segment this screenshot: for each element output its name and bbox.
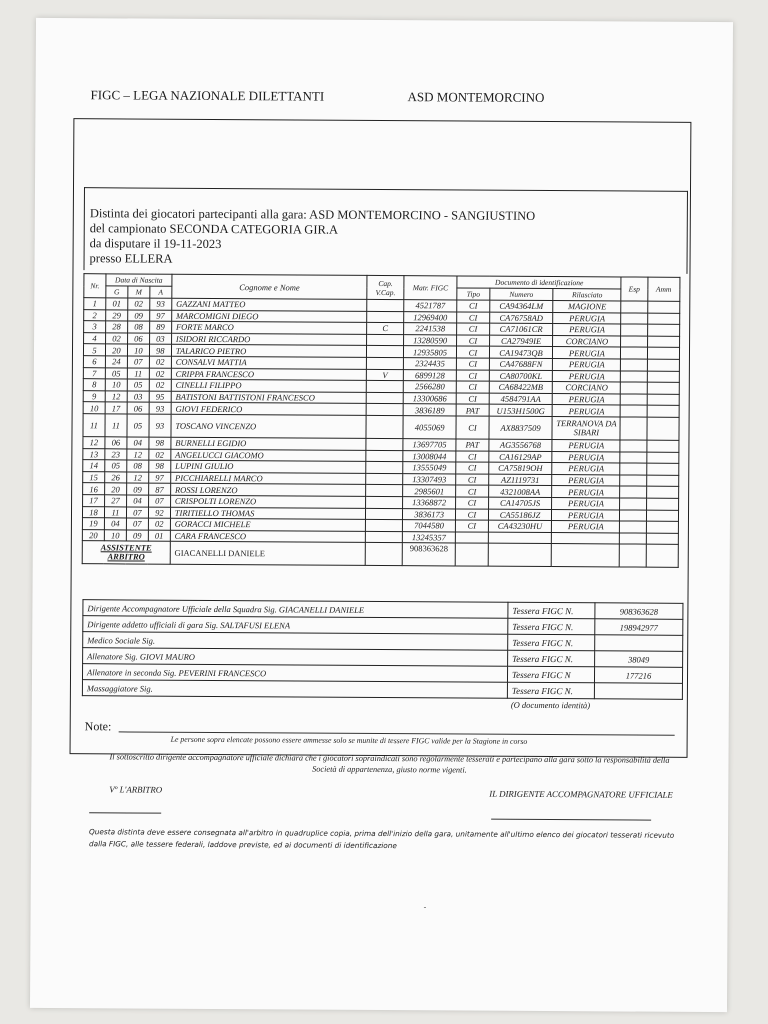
- cell-numero: 4584791AA: [489, 393, 553, 405]
- cell-matr: 13368872: [402, 497, 455, 509]
- cell-esp: [621, 301, 647, 313]
- cell-matr: 12969400: [404, 311, 457, 323]
- cell-rilasciato: PERUGIA: [552, 509, 620, 521]
- cell-m: 09: [127, 483, 149, 495]
- cell-amm: [646, 475, 679, 487]
- cell-matr: 2566280: [403, 381, 456, 393]
- cell-m: 04: [127, 437, 149, 449]
- cell-cap: V: [367, 369, 404, 381]
- cell-cap: [366, 508, 403, 520]
- cell-matr: 6899128: [403, 369, 456, 381]
- tessera-number: 38049: [595, 651, 683, 668]
- cell-nr: 18: [82, 506, 104, 518]
- cell-cap: [366, 485, 403, 497]
- cell-m: 07: [126, 518, 148, 530]
- cell-m: 08: [128, 321, 150, 333]
- cell-tipo: CI: [457, 323, 489, 335]
- cell-numero: CA80700KL: [489, 370, 553, 382]
- cell-numero: [488, 532, 552, 544]
- cell-g: 10: [105, 379, 127, 391]
- cell-rilasciato: PERUGIA: [553, 347, 621, 359]
- cell-cap: [367, 357, 404, 369]
- col-m: M: [128, 286, 150, 298]
- cell-amm: [647, 336, 680, 348]
- cell-cap: [366, 473, 403, 485]
- cell-nr: 10: [83, 402, 105, 414]
- cell-amm: [647, 371, 680, 383]
- cell-m: 04: [126, 495, 148, 507]
- cell-g: 10: [104, 529, 126, 541]
- cell-name: CONSALVI MATTIA: [171, 356, 367, 369]
- cell-matr: 13280590: [403, 334, 456, 346]
- document-sheet: [30, 18, 733, 1012]
- cell-nr: 12: [83, 437, 105, 449]
- col-data-nascita: Data di Nascita: [106, 274, 172, 286]
- cell-a: 95: [149, 391, 171, 403]
- cell-m: 08: [127, 460, 149, 472]
- match-info: [83, 187, 687, 274]
- cell-amm: [646, 440, 679, 452]
- cell-matr: 3836173: [402, 508, 455, 520]
- cell-name: TALARICO PIETRO: [171, 345, 367, 358]
- championship-line: del campionato SECONDA CATEGORIA GIR.A: [89, 221, 339, 237]
- assistant-name: GIACANELLI DANIELE: [170, 541, 366, 565]
- declaration: Il sottoscritto dirigente accompagnatore ufficiale dichiara che i giocatori sopraindicati sono regolarmente tesserati e partecipano alla gara sotto la responsabilità della Società di appartenenza, giusto norme vigenti.: [109, 752, 670, 775]
- cell-matr: 2241538: [404, 323, 457, 335]
- staff-label: Dirigente addetto ufficiali di gara Sig. SALTAFUSI ELENA: [83, 616, 508, 635]
- match-line: Distinta dei giocatori partecipanti alla gara: ASD MONTEMORCINO - SANGIUSTINO: [89, 206, 536, 223]
- cell-g: 05: [105, 367, 127, 379]
- cell-a: 92: [148, 507, 170, 519]
- staff-label: Medico Sociale Sig.: [83, 632, 508, 651]
- cell-m: 12: [127, 472, 149, 484]
- col-amm: Amm: [647, 277, 680, 301]
- cell-numero: 4321008AA: [488, 485, 552, 497]
- page-dash: -: [423, 902, 427, 912]
- cell-rilasciato: CORCIANO: [553, 335, 621, 347]
- cell-tipo: CI: [457, 358, 489, 370]
- cell-name: ISIDORI RICCARDO: [171, 333, 367, 346]
- cell-rilasciato: TERRANOVA DA SIBARI: [552, 416, 620, 439]
- cell-nr: 7: [83, 367, 105, 379]
- col-tipo: Tipo: [457, 288, 489, 300]
- cell-name: GIOVI FEDERICO: [171, 403, 367, 416]
- sign-left-label: Vº L'ARBITRO: [109, 784, 163, 795]
- col-matr: Matr. FIGC: [404, 276, 457, 300]
- cell-numero: CA43230HU: [488, 520, 552, 532]
- col-a: A: [150, 286, 172, 298]
- cell-m: 05: [127, 414, 149, 437]
- cell-amm: [647, 394, 680, 406]
- cell-g: 06: [105, 437, 127, 449]
- cell-g: 11: [105, 414, 127, 437]
- cell-name: CINELLI FILIPPO: [171, 379, 367, 392]
- cell-tipo: CI: [456, 497, 488, 509]
- cell-amm: [646, 510, 679, 522]
- cell-numero: AX8837509: [489, 416, 553, 439]
- cell-numero: CA75819OH: [488, 462, 552, 474]
- cell-name: PICCHIARELLI MARCO: [171, 472, 367, 485]
- cell-name: GAZZANI MATTEO: [172, 298, 368, 311]
- cell-esp: [620, 417, 646, 440]
- cell-a: 98: [149, 437, 171, 449]
- cell-g: 20: [105, 483, 127, 495]
- cell-rilasciato: PERUGIA: [553, 370, 621, 382]
- cell-cap: [366, 519, 403, 531]
- cell-tipo: PAT: [456, 439, 488, 451]
- cell-name: FORTE MARCO: [171, 321, 367, 334]
- col-numero: Numero: [489, 288, 553, 300]
- cell-matr: 3836189: [403, 404, 456, 416]
- cell-g: 17: [105, 402, 127, 414]
- cell-a: 87: [148, 483, 170, 495]
- cell-amm: [647, 301, 680, 313]
- cell-tipo: [456, 532, 488, 544]
- cell-numero: CA68422MB: [489, 381, 553, 393]
- cell-name: BURNELLI EGIDIO: [171, 437, 367, 450]
- cell-esp: [621, 347, 647, 359]
- cell-nr: 9: [83, 390, 105, 402]
- cell-amm: [646, 463, 679, 475]
- tessera-label: Tessera FIGC N.: [507, 682, 594, 699]
- cell-m: 07: [127, 356, 149, 368]
- cell-amm: [647, 313, 680, 325]
- cell-rilasciato: PERUGIA: [552, 451, 620, 463]
- assistant-label: ASSISTENTE ARBITRO: [82, 541, 170, 565]
- cell-matr: 13008044: [403, 450, 456, 462]
- cell-esp: [621, 313, 647, 325]
- cell-m: 03: [127, 391, 149, 403]
- cell-cap: [367, 299, 404, 311]
- cell-name: ANGELUCCI GIACOMO: [171, 449, 367, 462]
- cell-numero: CA55186JZ: [488, 509, 552, 521]
- cell-rilasciato: PERUGIA: [552, 474, 620, 486]
- cell-cap: [367, 381, 404, 393]
- cell-cap: C: [367, 323, 404, 335]
- cell-name: BATISTONI BATTISTONI FRANCESCO: [171, 391, 367, 404]
- cell-numero: CA16129AP: [488, 451, 552, 463]
- staff-row: [82, 680, 682, 700]
- cell-tipo: PAT: [456, 404, 488, 416]
- sign-right-label: IL DIRIGENTE ACCOMPAGNATORE UFFICIALE: [489, 788, 673, 800]
- cell-cap: [366, 462, 403, 474]
- cell-name: TOSCANO VINCENZO: [171, 414, 367, 438]
- cell-cap: [366, 404, 403, 416]
- cell-nr: 6: [83, 356, 105, 368]
- cell-nr: 4: [84, 332, 106, 344]
- cell-cap: [366, 415, 403, 438]
- cell-tipo: CI: [456, 450, 488, 462]
- cell-nr: 17: [83, 495, 105, 507]
- cell-nr: 19: [82, 518, 104, 530]
- cell-matr: 7044580: [402, 520, 455, 532]
- cell-cap: [366, 531, 403, 543]
- cell-a: 02: [149, 356, 171, 368]
- tessera-number: [594, 683, 682, 700]
- cell-name: CRISPOLTI LORENZO: [170, 495, 366, 508]
- cell-esp: [621, 394, 647, 406]
- header-federation: FIGC – LEGA NAZIONALE DILETTANTI: [90, 87, 325, 104]
- cell-nr: 13: [83, 448, 105, 460]
- cell-tipo: CI: [457, 335, 489, 347]
- cell-matr: 2985601: [403, 485, 456, 497]
- col-rilasciato: Rilasciato: [553, 289, 621, 301]
- cell-m: 05: [127, 379, 149, 391]
- cell-tipo: CI: [457, 300, 489, 312]
- cell-m: 10: [127, 344, 149, 356]
- cell-numero: CA76758AD: [489, 312, 553, 324]
- cell-m: 02: [128, 298, 150, 310]
- cell-a: 07: [148, 495, 170, 507]
- cell-esp: [620, 475, 646, 487]
- cell-rilasciato: PERUGIA: [553, 405, 621, 417]
- tessera-label: Tessera FIGC N.: [508, 650, 595, 667]
- cell-nr: 11: [83, 414, 105, 437]
- cell-amm: [647, 347, 680, 359]
- cell-g: 01: [106, 298, 128, 310]
- cell-matr: 13697705: [403, 439, 456, 451]
- cell-esp: [620, 440, 646, 452]
- cell-nr: 2: [84, 309, 106, 321]
- dirigente-signature-line[interactable]: [491, 819, 651, 821]
- cell-esp: [620, 521, 646, 533]
- cell-cap: [366, 496, 403, 508]
- col-cap: Cap. V.Cap.: [367, 275, 404, 299]
- cell-tipo: CI: [456, 381, 488, 393]
- cell-cap: [366, 450, 403, 462]
- cell-numero: CA14705JS: [488, 497, 552, 509]
- cell-m: 09: [128, 310, 150, 322]
- cell-g: 23: [105, 448, 127, 460]
- cell-rilasciato: PERUGIA: [553, 312, 621, 324]
- cell-g: 04: [104, 518, 126, 530]
- cell-numero: CA47688FN: [489, 358, 553, 370]
- cell-esp: [620, 451, 646, 463]
- cell-tipo: CI: [457, 312, 489, 324]
- cell-amm: [647, 359, 680, 371]
- cell-amm: [647, 405, 680, 417]
- cell-a: 03: [149, 333, 171, 345]
- cell-esp: [620, 509, 646, 521]
- cell-tipo: CI: [457, 346, 489, 358]
- tessera-number: 177216: [594, 667, 682, 684]
- cell-name: TIRITIELLO THOMAS: [170, 507, 366, 520]
- cell-a: 93: [149, 414, 171, 437]
- cell-cap: [367, 392, 404, 404]
- cell-name: MARCOMIGNI DIEGO: [171, 310, 367, 323]
- tessera-label: Tessera FIGC N.: [508, 618, 595, 635]
- cell-g: 02: [105, 333, 127, 345]
- cell-nr: 5: [83, 344, 105, 356]
- cell-esp: [620, 498, 646, 510]
- cell-a: 01: [148, 530, 170, 542]
- date-line: da disputare il 19-11-2023: [89, 236, 222, 252]
- cell-cap: [367, 334, 404, 346]
- cell-tipo: CI: [456, 462, 488, 474]
- tessera-number: [595, 635, 683, 652]
- staff-label: Massaggiatore Sig.: [82, 680, 507, 699]
- cell-m: 12: [127, 448, 149, 460]
- header-team: ASD MONTEMORCINO: [407, 89, 545, 105]
- cell-nr: 20: [82, 529, 104, 541]
- cell-esp: [620, 463, 646, 475]
- cell-amm: [646, 521, 679, 533]
- tessera-label: Tessera FIGC N.: [508, 602, 595, 619]
- cell-rilasciato: PERUGIA: [552, 463, 620, 475]
- cell-rilasciato: PERUGIA: [552, 521, 620, 533]
- cell-matr: 13307493: [403, 473, 456, 485]
- staff-label: Allenatore in seconda Sig. PEVERINI FRANCESCO: [82, 664, 507, 683]
- cell-tipo: CI: [456, 416, 489, 439]
- cell-g: 27: [105, 495, 127, 507]
- staff-table: [82, 599, 684, 700]
- cell-cap: [367, 346, 404, 358]
- col-cognome-nome: Cognome e Nome: [172, 274, 368, 299]
- cell-g: 12: [105, 391, 127, 403]
- col-documento: Documento di identificazione: [457, 276, 621, 289]
- cell-name: GORACCI MICHELE: [170, 518, 366, 531]
- cell-tipo: CI: [456, 393, 488, 405]
- cell-esp: [621, 324, 647, 336]
- cell-esp: [621, 336, 647, 348]
- cell-rilasciato: MAGIONE: [553, 301, 621, 313]
- cell-name: LUPINI GIULIO: [171, 460, 367, 473]
- col-nr: Nr.: [84, 274, 106, 298]
- cell-tipo: CI: [456, 474, 488, 486]
- cell-esp: [620, 486, 646, 498]
- referee-signature-line[interactable]: [89, 812, 161, 813]
- cell-cap: [367, 311, 404, 323]
- cell-cap: [366, 438, 403, 450]
- cell-tipo: CI: [456, 508, 488, 520]
- cell-nr: 1: [84, 298, 106, 310]
- cell-esp: [620, 405, 646, 417]
- venue-line: presso ELLERA: [89, 251, 173, 266]
- cell-m: 09: [126, 530, 148, 542]
- cell-matr: 12935805: [403, 346, 456, 358]
- cell-matr: 13245357: [402, 531, 455, 543]
- cell-a: 97: [149, 472, 171, 484]
- col-esp: Esp: [621, 277, 647, 301]
- cell-numero: AG3556768: [489, 439, 553, 451]
- cell-g: 11: [104, 506, 126, 518]
- tessera-label: Tessera FIGC N: [507, 666, 594, 683]
- assistant-row: [82, 541, 678, 568]
- cell-esp: [621, 359, 647, 371]
- cell-a: 02: [149, 368, 171, 380]
- cell-tipo: CI: [456, 485, 488, 497]
- assistant-matr: 908363628: [402, 543, 455, 566]
- cell-nr: 16: [83, 483, 105, 495]
- cell-amm: [646, 486, 679, 498]
- cell-rilasciato: PERUGIA: [553, 359, 621, 371]
- cell-rilasciato: PERUGIA: [552, 439, 620, 451]
- cell-matr: 4521787: [404, 300, 457, 312]
- cell-numero: CA27949IE: [489, 335, 553, 347]
- cell-m: 07: [126, 506, 148, 518]
- cell-esp: [621, 382, 647, 394]
- cell-name: ROSSI LORENZO: [170, 484, 366, 497]
- cell-a: 93: [150, 298, 172, 310]
- cell-matr: 13555049: [403, 462, 456, 474]
- cell-rilasciato: PERUGIA: [552, 497, 620, 509]
- cell-a: 89: [149, 321, 171, 333]
- main-frame: [70, 118, 692, 758]
- cell-matr: 13300686: [403, 392, 456, 404]
- col-g: G: [106, 286, 128, 298]
- tessera-label: Tessera FIGC N.: [508, 634, 595, 651]
- cell-g: 20: [105, 344, 127, 356]
- cell-rilasciato: CORCIANO: [553, 382, 621, 394]
- cell-rilasciato: PERUGIA: [553, 324, 621, 336]
- cell-esp: [621, 371, 647, 383]
- cell-amm: [647, 324, 680, 336]
- note-small: Le persone sopra elencate possono essere ammesse solo se munite di tessere FIGC valide per la Stagione in corso: [170, 734, 528, 746]
- cell-a: 02: [149, 379, 171, 391]
- cell-a: 97: [150, 310, 172, 322]
- tessera-number: 908363628: [595, 603, 683, 620]
- cell-a: 93: [149, 402, 171, 414]
- cell-a: 02: [148, 518, 170, 530]
- cell-nr: 8: [83, 379, 105, 391]
- cell-a: 02: [149, 449, 171, 461]
- cell-m: 06: [127, 402, 149, 414]
- cell-numero: U153H1500G: [489, 404, 553, 416]
- cell-matr: 4055069: [403, 416, 456, 439]
- cell-a: 98: [149, 344, 171, 356]
- staff-label: Allenatore Sig. GIOVI MAURO: [83, 648, 508, 667]
- cell-tipo: CI: [456, 520, 488, 532]
- cell-amm: [646, 452, 679, 464]
- note-label: Note:: [84, 719, 112, 734]
- cell-amm: [646, 498, 679, 510]
- cell-amm: [646, 417, 679, 440]
- cell-numero: CA71061CR: [489, 323, 553, 335]
- cell-m: 06: [127, 333, 149, 345]
- cell-name: CRIPPA FRANCESCO: [171, 368, 367, 381]
- cell-a: 98: [149, 460, 171, 472]
- cell-m: 11: [127, 368, 149, 380]
- cell-nr: 3: [84, 321, 106, 333]
- cell-g: 28: [106, 321, 128, 333]
- cell-tipo: CI: [457, 370, 489, 382]
- cell-rilasciato: PERUGIA: [552, 486, 620, 498]
- cell-g: 26: [105, 472, 127, 484]
- cell-amm: [646, 533, 679, 545]
- cell-nr: 14: [83, 460, 105, 472]
- cell-numero: AZ1119731: [488, 474, 552, 486]
- cell-numero: CA94364LM: [489, 300, 553, 312]
- footer-note: Questa distinta deve essere consegnata all'arbitro in quadruplice copia, prima dell'inizio della gara, unitamente all'ultimo elenco dei giocatori tesserati ricevuto dalla FIGC, alle tessere federali, laddove previste, ed ai documenti di identificazione: [88, 827, 675, 851]
- cell-esp: [620, 533, 646, 545]
- staff-label: Dirigente Accompagnatore Ufficiale della Squadra Sig. GIACANELLI DANIELE: [83, 600, 508, 619]
- cell-g: 24: [105, 356, 127, 368]
- cell-numero: CA19473QB: [489, 347, 553, 359]
- cell-rilasciato: [552, 532, 620, 544]
- tessera-number: 198942977: [595, 619, 683, 636]
- cell-g: 05: [105, 460, 127, 472]
- cell-matr: 2324435: [403, 358, 456, 370]
- cell-nr: 15: [83, 471, 105, 483]
- cell-name: CARA FRANCESCO: [170, 530, 366, 543]
- cell-amm: [647, 382, 680, 394]
- cell-rilasciato: PERUGIA: [553, 393, 621, 405]
- cell-g: 29: [106, 309, 128, 321]
- players-table: [82, 273, 681, 568]
- doc-note: (O documento identità): [510, 699, 591, 711]
